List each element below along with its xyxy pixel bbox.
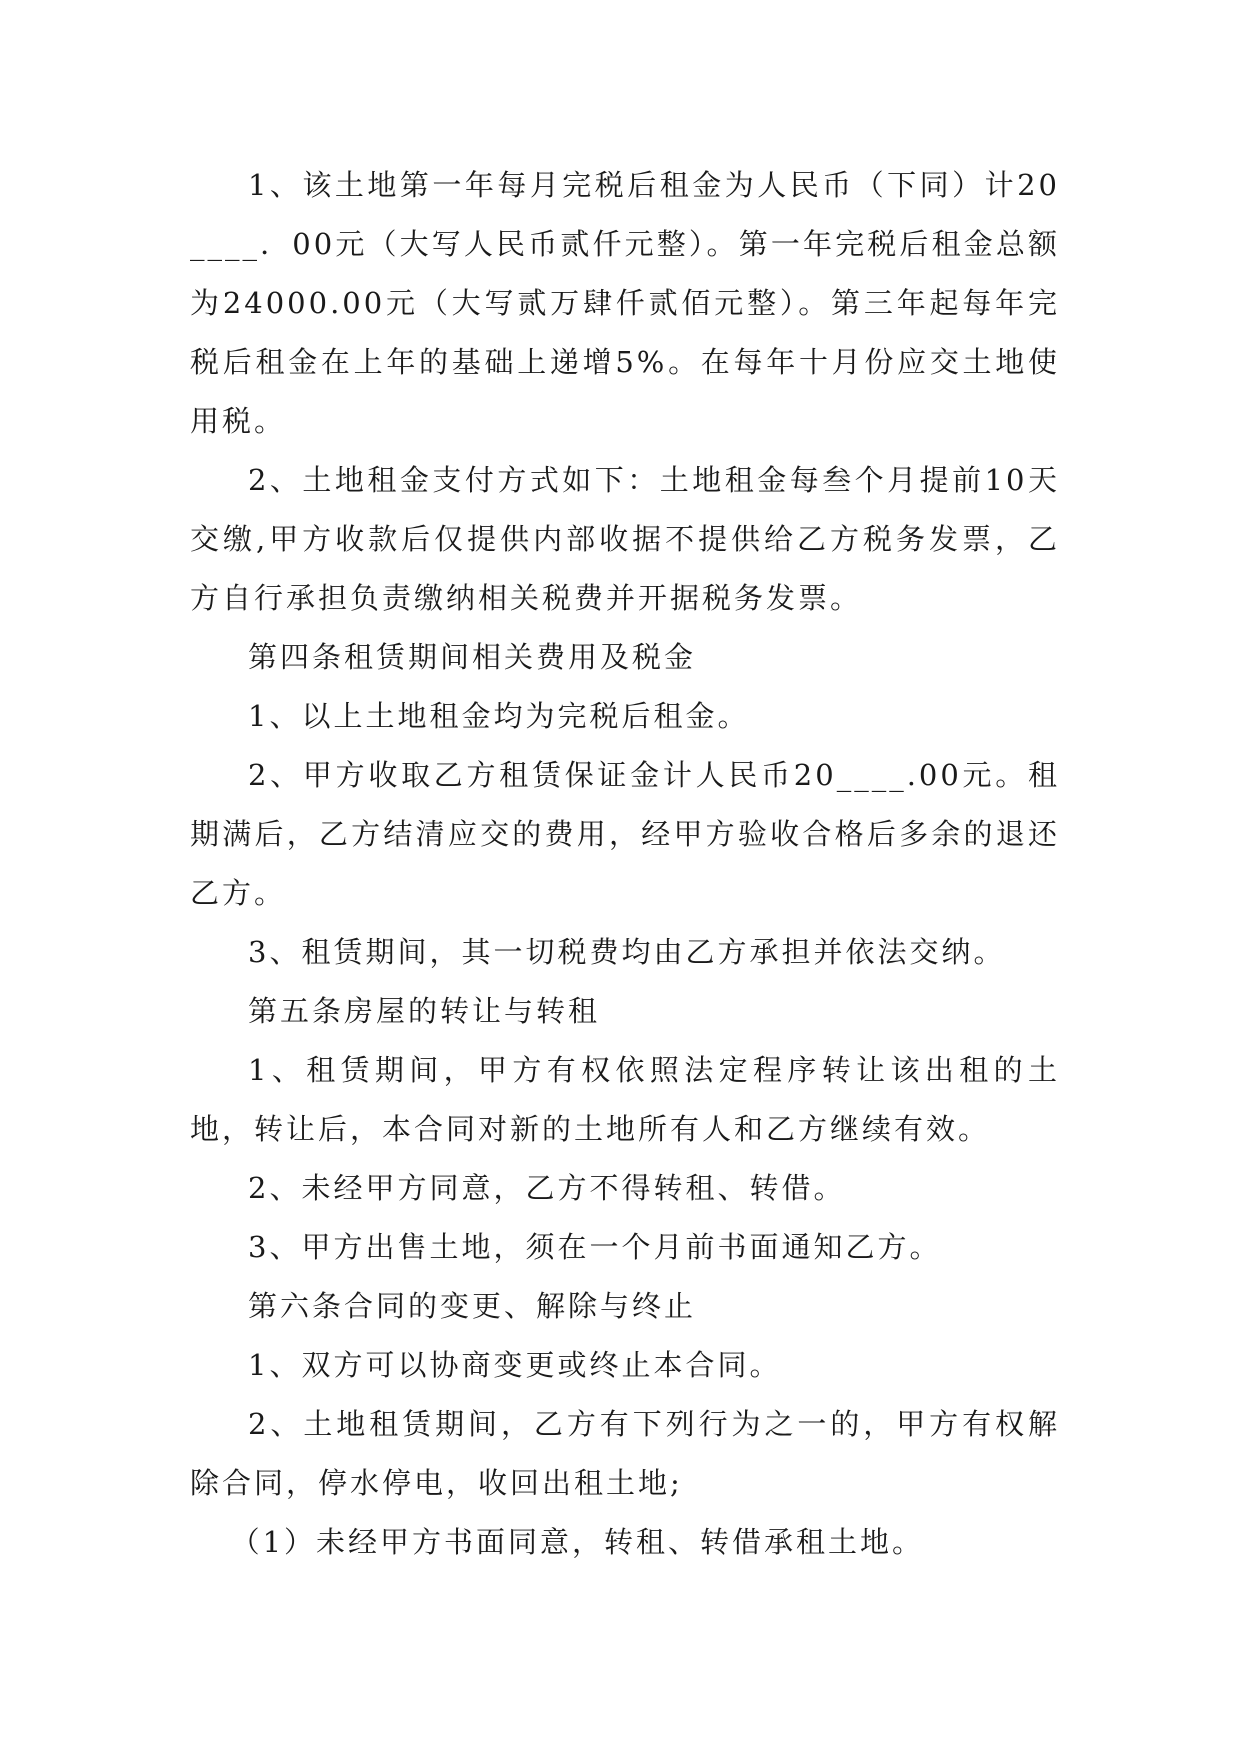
paragraph-article-5-item-1: 1、租赁期间，甲方有权依照法定程序转让该出租的土地，转让后，本合同对新的土地所有人和乙方继续有效。 (190, 1053, 1060, 1146)
paragraph-article-4-item-1: 1、以上土地租金均为完税后租金。 (248, 699, 750, 733)
paragraph-article-6-subitem-1: （1）未经甲方书面同意，转租、转借承租土地。 (230, 1525, 925, 1559)
paragraph-rent-amount: 1、该土地第一年每月完税后租金为人民币（下同）计20____．00元（大写人民币贰仟元整）。第一年完税后租金总额为24000.00元（大写贰万肆仟贰佰元整）。第三年起每年完税后租金在上年的基础上递增5%。在每年十月份应交土地使用税。 (190, 168, 1060, 438)
paragraph-payment-method: 2、土地租金支付方式如下：土地租金每叁个月提前10天交缴,甲方收款后仅提供内部收据不提供给乙方税务发票，乙方自行承担负责缴纳相关税费并开据税务发票。 (190, 463, 1060, 615)
document-body (190, 156, 1060, 1572)
paragraph-article-4-item-3: 3、租赁期间，其一切税费均由乙方承担并依法交纳。 (248, 935, 1006, 969)
paragraph-article-6-item-1: 1、双方可以协商变更或终止本合同。 (248, 1348, 782, 1382)
heading-article-4: 第四条租赁期间相关费用及税金 (248, 640, 697, 674)
paragraph-article-4-item-2: 2、甲方收取乙方租赁保证金计人民币20____.00元。租期满后，乙方结清应交的费用，经甲方验收合格后多余的退还乙方。 (190, 758, 1060, 910)
paragraph-article-6-item-2: 2、土地租赁期间，乙方有下列行为之一的，甲方有权解除合同，停水停电，收回出租土地; (190, 1407, 1060, 1500)
paragraph-article-5-item-3: 3、甲方出售土地，须在一个月前书面通知乙方。 (248, 1230, 942, 1264)
paragraph-article-5-item-2: 2、未经甲方同意，乙方不得转租、转借。 (248, 1171, 846, 1205)
heading-article-6: 第六条合同的变更、解除与终止 (248, 1289, 697, 1323)
heading-article-5: 第五条房屋的转让与转租 (248, 994, 601, 1028)
